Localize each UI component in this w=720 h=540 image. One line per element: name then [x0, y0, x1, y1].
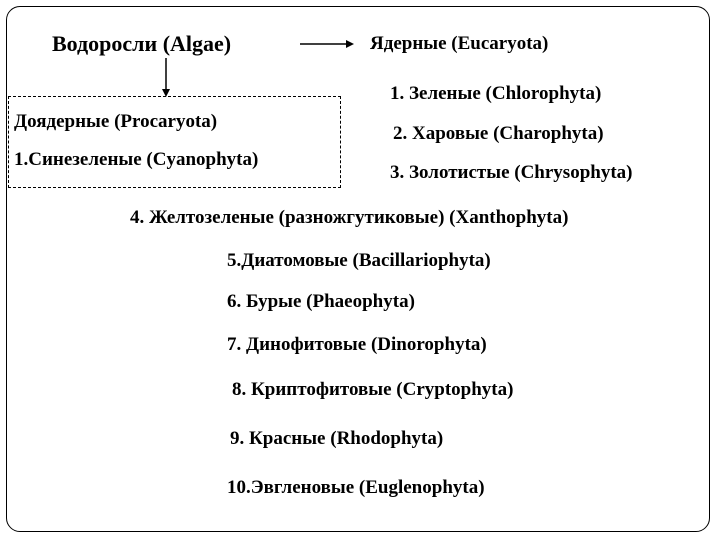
procaryota-header: Доядерные (Procaryota)	[14, 111, 218, 132]
procaryota-item-cyanophyta: 1.Синезеленые (Cyanophyta)	[14, 149, 259, 170]
eucaryota-item-xanthophyta: 4. Желтозеленые (разножгутиковые) (Xanthophyta)	[130, 207, 569, 228]
eucaryota-item-bacillariophyta: 5.Диатомовые (Bacillariophyta)	[227, 250, 491, 271]
procaryota-group-box	[8, 96, 341, 188]
eucaryota-item-euglenophyta: 10.Эвгленовые (Euglenophyta)	[227, 477, 485, 498]
eucaryota-item-dinorophyta: 7. Динофитовые (Dinorophyta)	[227, 334, 487, 355]
eucaryota-item-chlorophyta: 1. Зеленые (Chlorophyta)	[390, 83, 602, 104]
eucaryota-item-rhodophyta: 9. Красные (Rhodophyta)	[230, 428, 444, 449]
eucaryota-item-cryptophyta: 8. Криптофитовые (Cryptophyta)	[232, 379, 514, 400]
eucaryota-item-phaeophyta: 6. Бурые (Phaeophyta)	[227, 291, 415, 312]
eucaryota-item-chrysophyta: 3. Золотистые (Chrysophyta)	[390, 162, 633, 183]
eucaryota-header: Ядерные (Eucaryota)	[370, 33, 549, 54]
eucaryota-item-charophyta: 2. Харовые (Charophyta)	[393, 123, 604, 144]
root-label-algae: Водоросли (Algae)	[52, 31, 232, 56]
